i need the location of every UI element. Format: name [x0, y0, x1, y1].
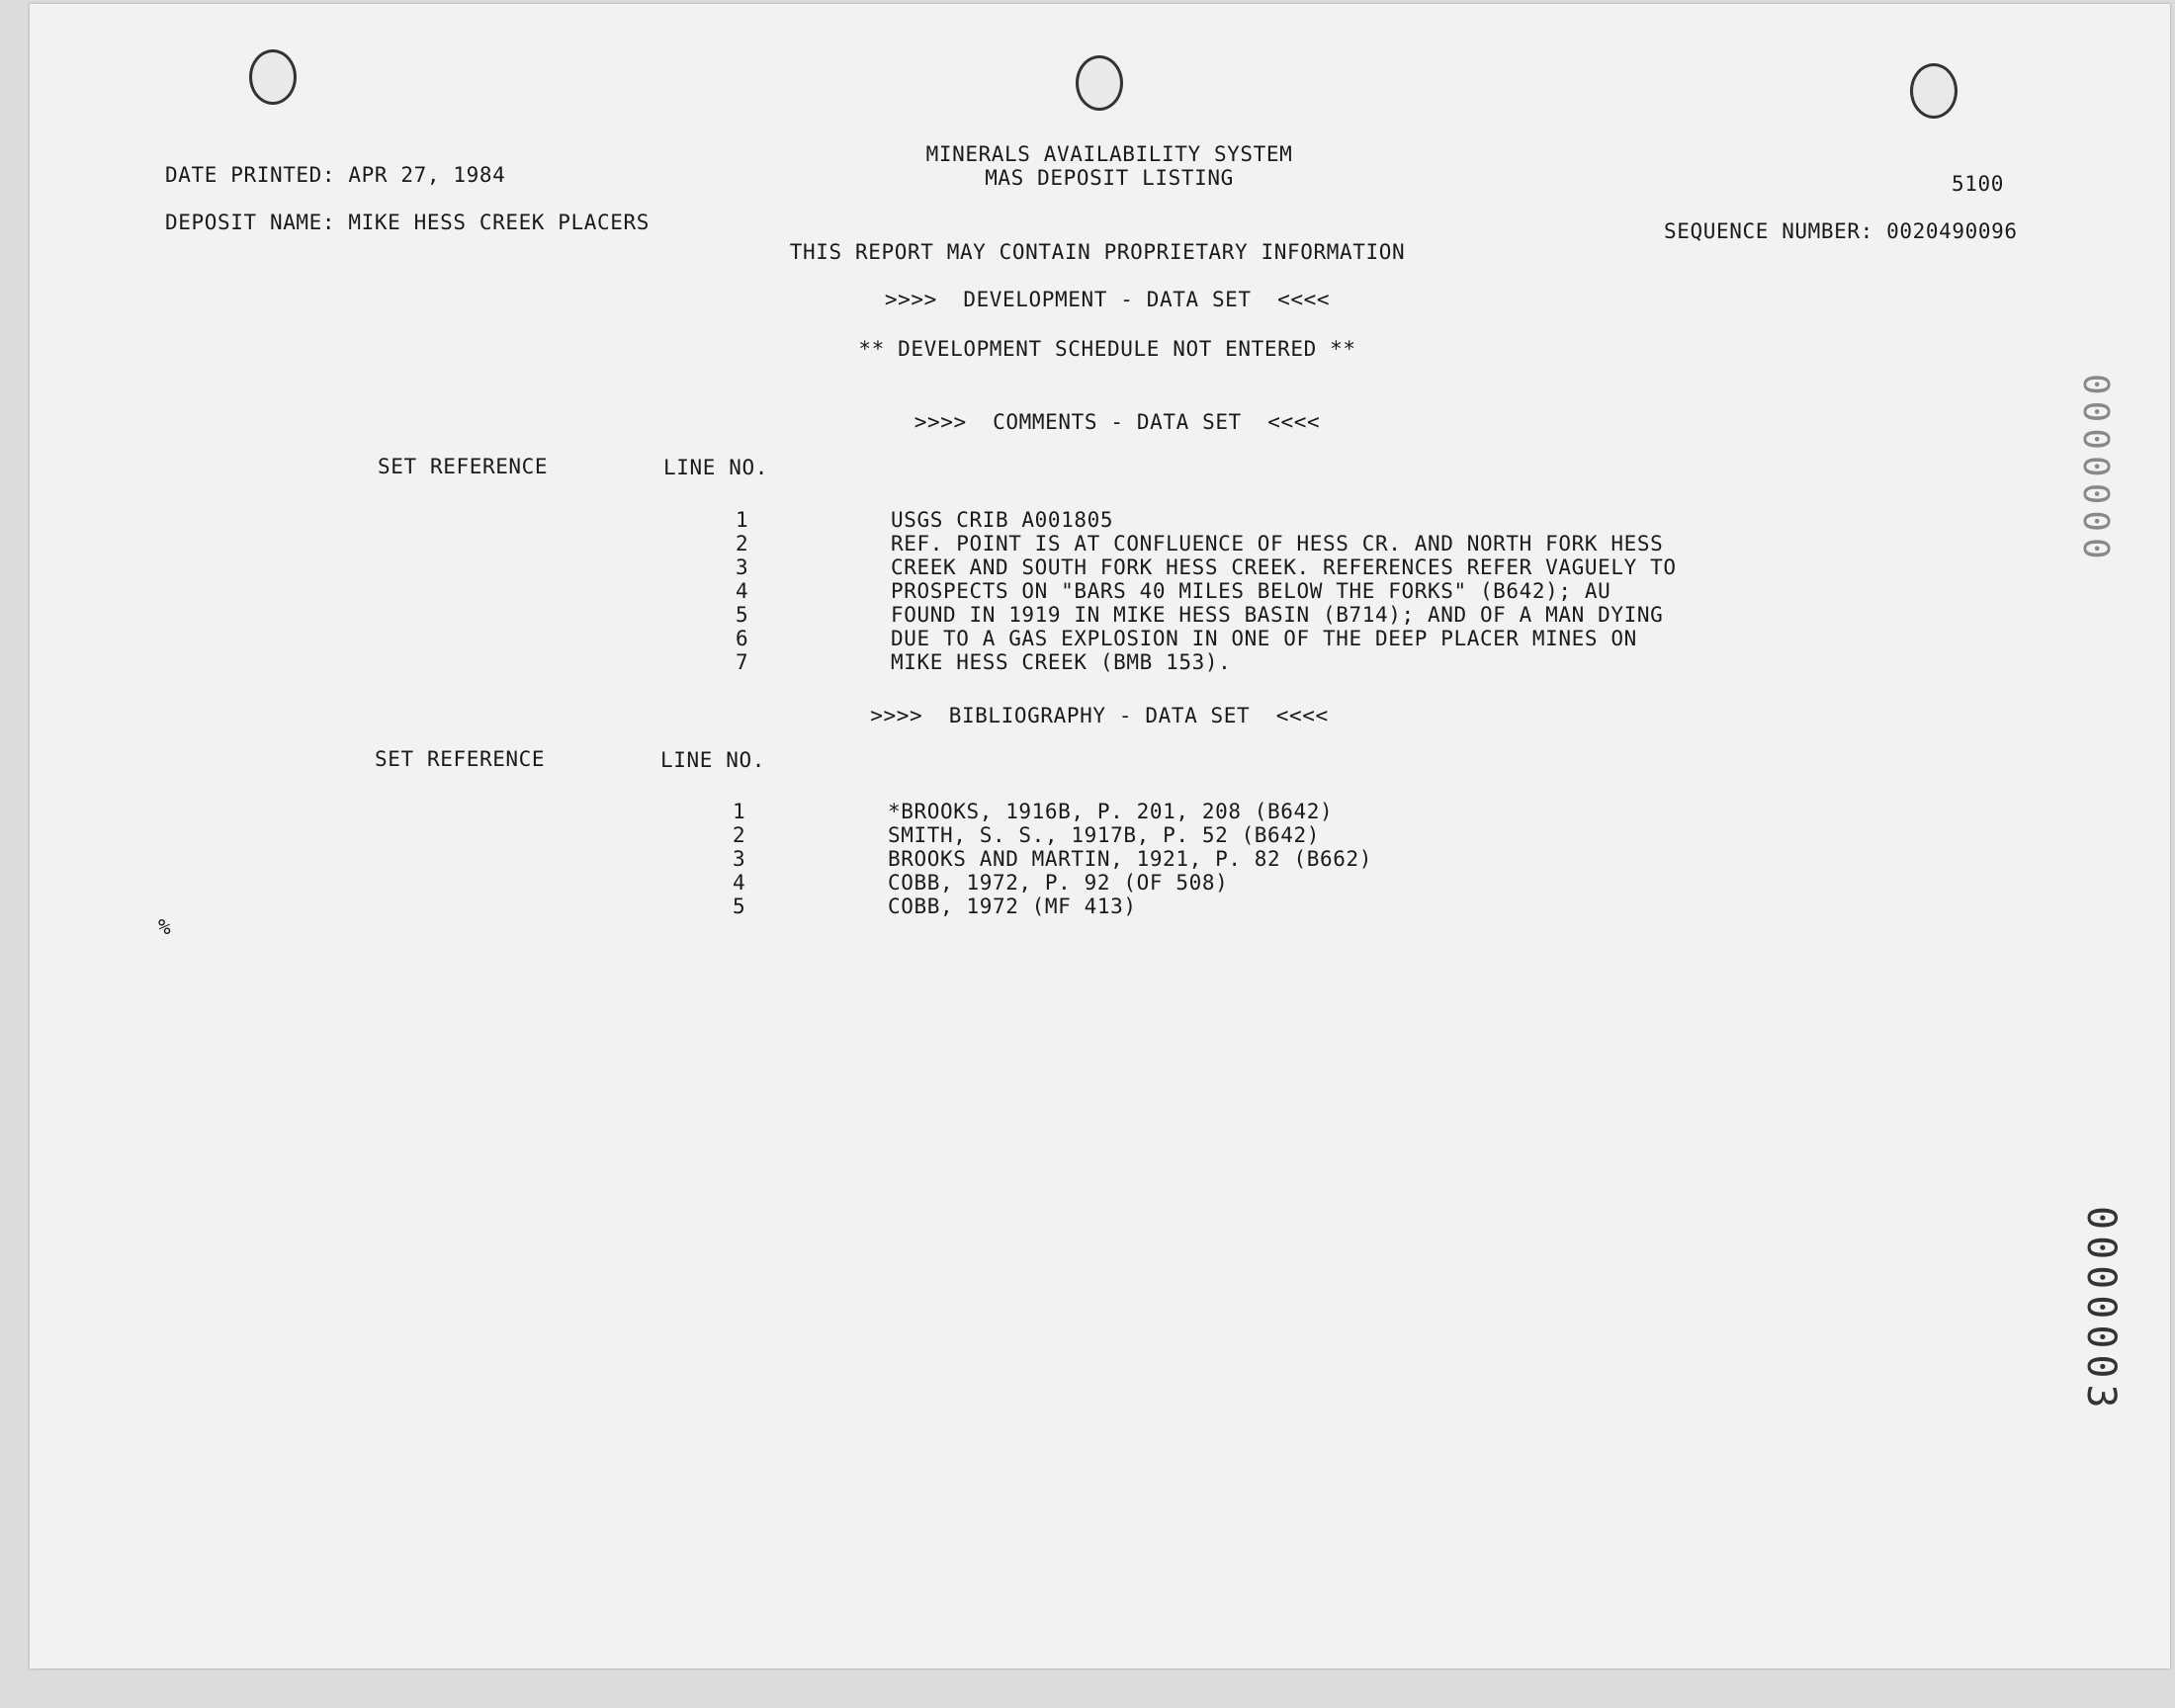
sequence-number: SEQUENCE NUMBER: 0020490096	[1664, 219, 2018, 243]
line-number: 2	[736, 532, 749, 555]
binder-hole-right	[1910, 63, 1958, 119]
date-printed: DATE PRINTED: APR 27, 1984	[165, 163, 506, 187]
line-number: 1	[733, 800, 746, 823]
line-number: 3	[733, 847, 746, 871]
line-number: 2	[733, 823, 746, 847]
margin-code-upper: 0000000	[2075, 374, 2116, 565]
bibliography-text: COBB, 1972 (MF 413)	[888, 895, 1137, 918]
deposit-name: DEPOSIT NAME: MIKE HESS CREEK PLACERS	[165, 211, 650, 234]
margin-code-lower: 0000003	[2078, 1206, 2124, 1414]
comment-text: USGS CRIB A001805	[891, 508, 1114, 532]
development-heading: >>>> DEVELOPMENT - DATA SET <<<<	[884, 288, 1331, 311]
bibliography-text: *BROOKS, 1916B, P. 201, 208 (B642)	[888, 800, 1334, 823]
binder-hole-center	[1076, 55, 1123, 111]
proprietary-notice: THIS REPORT MAY CONTAIN PROPRIETARY INFORMATION	[789, 240, 1406, 264]
bibliography-col-set-reference: SET REFERENCE	[375, 747, 546, 771]
bibliography-text: BROOKS AND MARTIN, 1921, P. 82 (B662)	[888, 847, 1372, 871]
line-number: 4	[736, 579, 749, 603]
comment-text: PROSPECTS ON "BARS 40 MILES BELOW THE FORKS" (B642); AU	[891, 579, 1611, 603]
comments-col-line-no: LINE NO.	[663, 456, 768, 479]
comment-text: CREEK AND SOUTH FORK HESS CREEK. REFERENCES REFER VAGUELY TO	[891, 555, 1677, 579]
listing-title: MAS DEPOSIT LISTING	[985, 166, 1234, 190]
line-number: 4	[733, 871, 746, 895]
line-number: 5	[733, 895, 746, 918]
bibliography-col-line-no: LINE NO.	[660, 748, 765, 772]
comment-text: REF. POINT IS AT CONFLUENCE OF HESS CR. AND NORTH FORK HESS	[891, 532, 1664, 555]
comment-text: MIKE HESS CREEK (BMB 153).	[891, 650, 1232, 674]
system-title: MINERALS AVAILABILITY SYSTEM	[925, 142, 1293, 166]
bibliography-text: SMITH, S. S., 1917B, P. 52 (B642)	[888, 823, 1321, 847]
binder-hole-left	[249, 49, 297, 105]
development-message: ** DEVELOPMENT SCHEDULE NOT ENTERED **	[858, 337, 1356, 361]
footer-mark: %	[158, 915, 172, 939]
page-code: 5100	[1952, 172, 2004, 196]
comment-text: DUE TO A GAS EXPLOSION IN ONE OF THE DEEP PLACER MINES ON	[891, 627, 1637, 650]
bibliography-heading: >>>> BIBLIOGRAPHY - DATA SET <<<<	[870, 704, 1329, 727]
comment-text: FOUND IN 1919 IN MIKE HESS BASIN (B714); AND OF A MAN DYING	[891, 603, 1664, 627]
line-number: 5	[736, 603, 749, 627]
bibliography-text: COBB, 1972, P. 92 (OF 508)	[888, 871, 1229, 895]
line-number: 1	[736, 508, 749, 532]
line-number: 6	[736, 627, 749, 650]
line-number: 7	[736, 650, 749, 674]
line-number: 3	[736, 555, 749, 579]
comments-col-set-reference: SET REFERENCE	[378, 455, 549, 478]
comments-heading: >>>> COMMENTS - DATA SET <<<<	[914, 410, 1321, 434]
